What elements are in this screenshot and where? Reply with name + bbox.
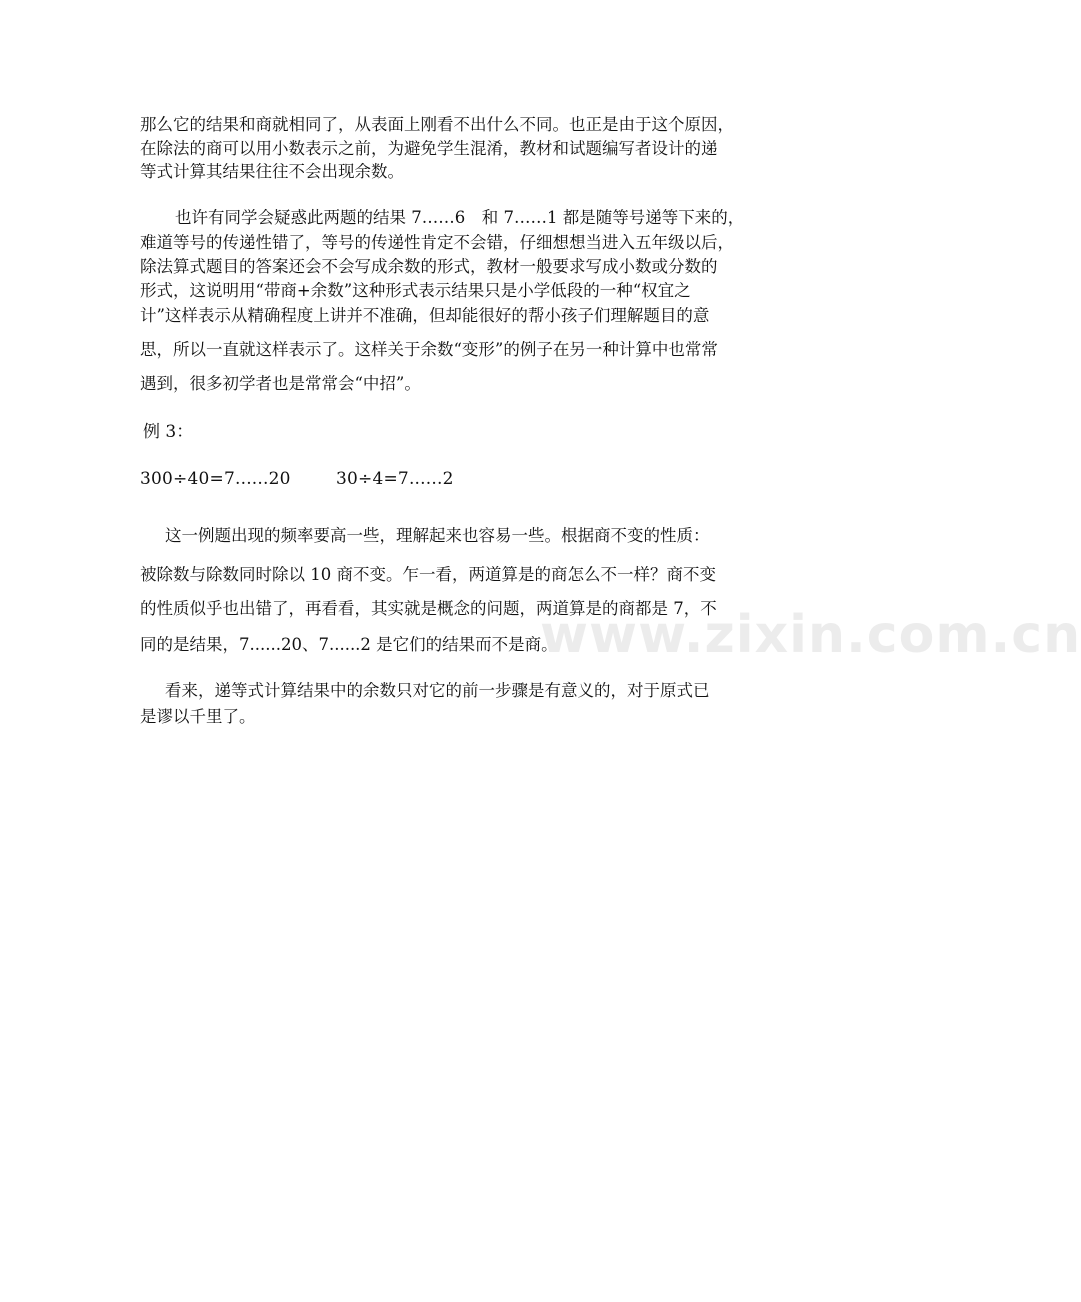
watermark: www.zixin.com.cn — [540, 605, 1081, 665]
paragraph-1-line-2: 在除法的商可以用小数表示之前，为避免学生混淆，教材和试题编写者设计的递 — [140, 139, 718, 158]
equation-right: 30÷4=7......2 — [336, 469, 454, 489]
example-label: 例 3： — [143, 422, 194, 442]
paragraph-3-line-1: 这一例题出现的频率要高一些，理解起来也容易一些。根据商不变的性质： — [165, 526, 710, 545]
paragraph-2-line-4: 形式，这说明用“带商+余数”这种形式表示结果只是小学低段的一种“权宜之 — [140, 281, 691, 300]
paragraph-4-line-2: 是谬以千里了。 — [140, 707, 256, 726]
paragraph-2-line-2: 难道等号的传递性错了，等号的传递性肯定不会错，仔细想想当进入五年级以后， — [140, 233, 734, 252]
paragraph-3-line-3: 的性质似乎也出错了，再看看，其实就是概念的问题，两道算是的商都是 7，不 — [140, 599, 717, 618]
paragraph-3-line-4: 同的是结果，7......20、7......2 是它们的结果而不是商。 — [140, 635, 558, 654]
paragraph-2-line-6: 思，所以一直就这样表示了。这样关于余数“变形”的例子在另一种计算中也常常 — [140, 340, 718, 359]
paragraph-2-line-1: 也许有同学会疑惑此两题的结果 7……6 和 7……1 都是随等号递等下来的， — [175, 208, 745, 227]
paragraph-2-line-5: 计”这样表示从精确程度上讲并不准确，但却能很好的帮小孩子们理解题目的意 — [140, 306, 710, 325]
paragraph-1-line-3: 等式计算其结果往往不会出现余数。 — [140, 162, 404, 181]
paragraph-2-line-7: 遇到，很多初学者也是常常会“中招”。 — [140, 374, 421, 393]
paragraph-4-line-1: 看来，递等式计算结果中的余数只对它的前一步骤是有意义的，对于原式已 — [165, 681, 710, 700]
paragraph-1-line-1: 那么它的结果和商就相同了，从表面上刚看不出什么不同。也正是由于这个原因， — [140, 115, 734, 134]
paragraph-2-line-3: 除法算式题目的答案还会不会写成余数的形式，教材一般要求写成小数或分数的 — [140, 257, 718, 276]
equation-left: 300÷40=7......20 — [140, 469, 291, 489]
paragraph-3-line-2: 被除数与除数同时除以 10 商不变。乍一看，两道算是的商怎么不一样？商不变 — [140, 565, 716, 584]
